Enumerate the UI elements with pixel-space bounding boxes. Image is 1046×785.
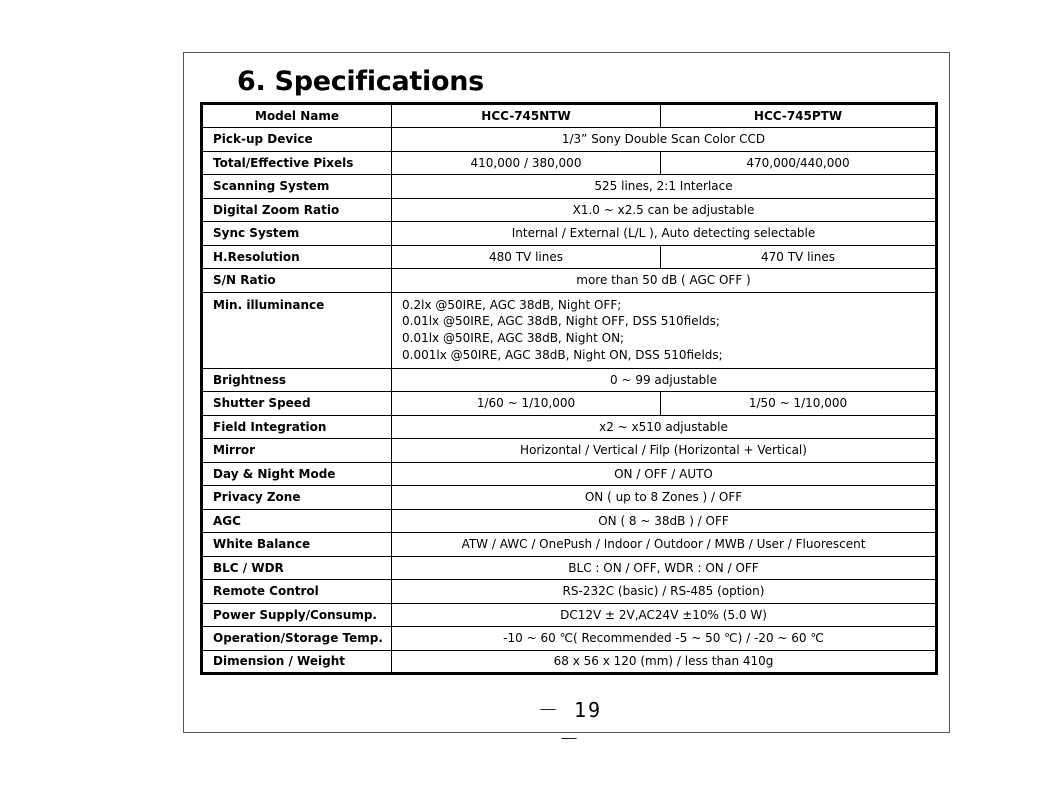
row-label: Mirror [202,439,392,463]
row-value-multiline [392,292,937,368]
row-value: X1.0 ~ x2.5 can be adjustable [392,198,937,222]
row-value: more than 50 dB ( AGC OFF ) [392,269,937,293]
table-row [202,627,937,651]
row-value: DC12V ± 2V,AC24V ±10% (5.0 W) [392,603,937,627]
table-row [202,392,937,416]
table-row [202,292,937,368]
illuminance-line: 0.001lx @50IRE, AGC 38dB, Night ON, DSS 510fields; [402,347,723,362]
table-row [202,198,937,222]
illuminance-line: 0.2lx @50IRE, AGC 38dB, Night OFF; [402,297,622,312]
table-row [202,222,937,246]
table-row [202,556,937,580]
table-row [202,368,937,392]
table-row [202,533,937,557]
row-value-a: 1/60 ~ 1/10,000 [392,392,661,416]
table-row [202,128,937,152]
row-value: 1/3” Sony Double Scan Color CCD [392,128,937,152]
row-label: Dimension / Weight [202,650,392,674]
table-row [202,269,937,293]
illuminance-line: 0.01lx @50IRE, AGC 38dB, Night OFF, DSS 510fields; [402,314,720,329]
table-row [202,603,937,627]
row-value: 68 x 56 x 120 (mm) / less than 410g [392,650,937,674]
row-label: Scanning System [202,175,392,199]
row-value: ATW / AWC / OnePush / Indoor / Outdoor / MWB / User / Fluorescent [392,533,937,557]
row-value-a: 480 TV lines [392,245,661,269]
row-value-b: 1/50 ~ 1/10,000 [661,392,937,416]
row-value-b: 470 TV lines [661,245,937,269]
table-row [202,175,937,199]
row-label: Field Integration [202,415,392,439]
table-row [202,439,937,463]
table-header-row [202,104,937,128]
table-row [202,462,937,486]
spec-table [200,102,938,675]
row-label: Total/Effective Pixels [202,151,392,175]
row-label: Shutter Speed [202,392,392,416]
row-label: Remote Control [202,580,392,604]
row-label: Privacy Zone [202,486,392,510]
row-label: Brightness [202,368,392,392]
table-row [202,415,937,439]
row-label: Power Supply/Consump. [202,603,392,627]
row-label: Min. illuminance [202,292,392,368]
page-title: 6. Specifications [237,66,484,97]
row-value: Internal / External (L/L ), Auto detecting selectable [392,222,937,246]
table-row [202,151,937,175]
table-row [202,509,937,533]
table-row [202,245,937,269]
row-value: ON ( up to 8 Zones ) / OFF [392,486,937,510]
row-label: H.Resolution [202,245,392,269]
row-value: 525 lines, 2:1 Interlace [392,175,937,199]
table-row [202,650,937,674]
row-value: BLC : ON / OFF, WDR : ON / OFF [392,556,937,580]
row-label: Digital Zoom Ratio [202,198,392,222]
row-value: ON ( 8 ~ 38dB ) / OFF [392,509,937,533]
table-row [202,580,937,604]
row-value: 0 ~ 99 adjustable [392,368,937,392]
row-label: Operation/Storage Temp. [202,627,392,651]
row-value: ON / OFF / AUTO [392,462,937,486]
row-label: Day & Night Mode [202,462,392,486]
row-label: Sync System [202,222,392,246]
row-value: RS-232C (basic) / RS-485 (option) [392,580,937,604]
row-label: Pick-up Device [202,128,392,152]
row-label: S/N Ratio [202,269,392,293]
header-model-b: HCC-745PTW [661,104,937,128]
row-value-a: 410,000 / 380,000 [392,151,661,175]
row-label: AGC [202,509,392,533]
illuminance-line: 0.01lx @50IRE, AGC 38dB, Night ON; [402,331,625,346]
row-value-b: 470,000/440,000 [661,151,937,175]
table-row [202,486,937,510]
row-label: BLC / WDR [202,556,392,580]
row-value: -10 ~ 60 ℃( Recommended -5 ~ 50 ℃) / -20 ~ 60 ℃ [392,627,937,651]
header-model-a: HCC-745NTW [392,104,661,128]
page-number: － 19 － [537,698,603,751]
header-label: Model Name [202,104,392,128]
row-value: x2 ~ x510 adjustable [392,415,937,439]
row-value: Horizontal / Vertical / Filp (Horizontal + Vertical) [392,439,937,463]
row-label: White Balance [202,533,392,557]
